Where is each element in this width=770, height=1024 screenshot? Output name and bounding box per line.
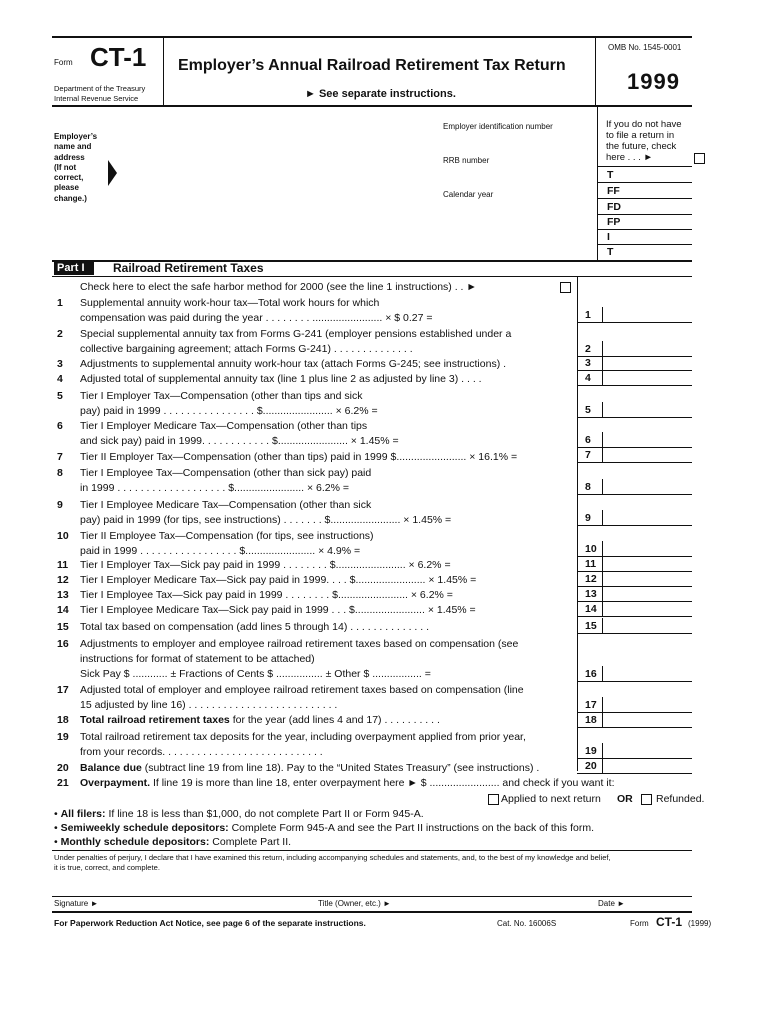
line-19-amount-field[interactable] bbox=[604, 743, 692, 758]
refunded-label: Refunded. bbox=[656, 793, 705, 805]
ein-label: Employer identification number bbox=[443, 122, 553, 131]
footer-form-number: CT-1 bbox=[656, 915, 683, 929]
line-number: 4 bbox=[57, 373, 63, 385]
line-20-box-label: 20 bbox=[585, 760, 597, 772]
line-number: 19 bbox=[57, 731, 69, 743]
line-18-text: Total railroad retirement taxes for the year (add lines 4 and 17) . . . . . . . . . . bbox=[80, 714, 440, 726]
line-number: 14 bbox=[57, 604, 69, 616]
line-16-text: Sick Pay $ ............ ± Fractions of Cents $ ................ ± Other $ ................. = bbox=[80, 668, 431, 680]
line-12-box-label: 12 bbox=[585, 573, 597, 585]
line-number: 1 bbox=[57, 297, 63, 309]
line-number: 12 bbox=[57, 574, 69, 586]
line-number: 5 bbox=[57, 390, 63, 402]
line-5-text: Tier I Employer Tax—Compensation (other than tips and sick bbox=[80, 390, 363, 402]
form-title: Employer’s Annual Railroad Retirement Tax Return bbox=[178, 57, 566, 74]
line-2-amount-field[interactable] bbox=[604, 341, 692, 356]
line-2-text: collective bargaining agreement; attach Forms G-241) . . . . . . . . . . . . . . bbox=[80, 343, 413, 355]
bullet-monthly: • Monthly schedule depositors: Complete Part II. bbox=[54, 836, 292, 848]
line-14-box-label: 14 bbox=[585, 603, 597, 615]
paperwork-notice: For Paperwork Reduction Act Notice, see page 6 of the separate instructions. bbox=[54, 918, 366, 928]
line-10-text: Tier II Employee Tax—Compensation (for tips, see instructions) bbox=[80, 530, 374, 542]
line-1-box-label: 1 bbox=[585, 309, 591, 321]
line-5-text: pay) paid in 1999 . . . . . . . . . . . . . . . . $........................ × 6.2% = bbox=[80, 405, 378, 417]
line-15-amount-field[interactable] bbox=[604, 618, 692, 633]
line-8-text: Tier I Employee Tax—Compensation (other than sick pay) paid bbox=[80, 467, 372, 479]
refunded-checkbox[interactable] bbox=[641, 794, 652, 805]
line-number: 16 bbox=[57, 638, 69, 650]
penalty-statement-2: it is true, correct, and complete. bbox=[54, 863, 160, 872]
line-9-text: Tier I Employee Medicare Tax—Compensation (other than sick bbox=[80, 499, 372, 511]
line-11-box-label: 11 bbox=[585, 558, 597, 570]
line-number: 2 bbox=[57, 328, 63, 340]
catalog-number: Cat. No. 16006S bbox=[497, 919, 557, 928]
applied-next-return-label: Applied to next return bbox=[501, 793, 601, 805]
arrow-right-icon bbox=[108, 160, 117, 186]
or-label: OR bbox=[617, 793, 633, 805]
calendar-year-label: Calendar year bbox=[443, 190, 494, 199]
line-number: 15 bbox=[57, 621, 69, 633]
applied-next-return-checkbox[interactable] bbox=[488, 794, 499, 805]
line-16-text: Adjustments to employer and employee railroad retirement taxes based on compensation (see bbox=[80, 638, 519, 650]
line-16-box-label: 16 bbox=[585, 668, 597, 680]
line-17-text: 15 adjusted by line 16) . . . . . . . . . . . . . . . . . . . . . . . . . . bbox=[80, 699, 338, 711]
line-17-text: Adjusted total of employer and employee railroad retirement taxes based on compensation (line bbox=[80, 684, 524, 696]
line-6-amount-field[interactable] bbox=[604, 432, 692, 447]
line-13-box-label: 13 bbox=[585, 588, 597, 600]
line-number: 7 bbox=[57, 451, 63, 463]
part-title: Railroad Retirement Taxes bbox=[113, 261, 264, 275]
rrb-field[interactable] bbox=[443, 167, 593, 185]
title-label: Title (Owner, etc.) ► bbox=[318, 899, 391, 908]
irs-code-fd: FD bbox=[607, 201, 621, 213]
line-8-box-label: 8 bbox=[585, 481, 591, 493]
footer-year: (1999) bbox=[688, 919, 712, 928]
line-6-text: and sick pay) paid in 1999. . . . . . . . . . . . $........................ × 1.45% = bbox=[80, 435, 399, 447]
line-1-text: Supplemental annuity work-hour tax—Total work hours for which bbox=[80, 297, 380, 309]
line-1-amount-field[interactable] bbox=[604, 307, 692, 322]
irs-code-i: I bbox=[607, 231, 610, 243]
line-3-amount-field[interactable] bbox=[604, 355, 692, 370]
line-number: 13 bbox=[57, 589, 69, 601]
line-number: 21 bbox=[57, 777, 69, 789]
line-19-box-label: 19 bbox=[585, 745, 597, 757]
dept-line-2: Internal Revenue Service bbox=[54, 94, 139, 103]
line-6-text: Tier I Employer Medicare Tax—Compensation (other than tips bbox=[80, 420, 368, 432]
safe-harbor-text: Check here to elect the safe harbor method for 2000 (see the line 1 instructions) . . ► bbox=[80, 281, 477, 293]
line-17-box-label: 17 bbox=[585, 699, 597, 711]
line-19-text: Total railroad retirement tax deposits for the year, including overpayment applied from prior year, bbox=[80, 731, 526, 743]
line-number: 8 bbox=[57, 467, 63, 479]
line-16-text: instructions for format of statement to be attached) bbox=[80, 653, 315, 665]
omb-number: OMB No. 1545-0001 bbox=[608, 43, 682, 52]
form-number: CT-1 bbox=[90, 42, 147, 72]
line-20-amount-field[interactable] bbox=[604, 758, 692, 773]
line-10-text: paid in 1999 . . . . . . . . . . . . . . . . . $........................ × 4.9% = bbox=[80, 545, 361, 557]
line-16-amount-field[interactable] bbox=[604, 666, 692, 681]
line-12-amount-field[interactable] bbox=[604, 571, 692, 586]
date-label: Date ► bbox=[598, 899, 626, 908]
line-number: 20 bbox=[57, 762, 69, 774]
part-badge: Part I bbox=[54, 262, 94, 275]
bullet-semiweekly: • Semiweekly schedule depositors: Complete Form 945-A and see the Part II instructions on the back of this form. bbox=[54, 822, 594, 834]
line-6-box-label: 6 bbox=[585, 434, 591, 446]
line-10-box-label: 10 bbox=[585, 543, 597, 555]
line-number: 11 bbox=[57, 559, 69, 571]
line-5-box-label: 5 bbox=[585, 404, 591, 416]
date-field[interactable] bbox=[598, 873, 692, 895]
signature-label: Signature ► bbox=[54, 899, 99, 908]
line-4-box-label: 4 bbox=[585, 372, 591, 384]
instructions-note: ► See separate instructions. bbox=[305, 88, 456, 100]
line-11-amount-field[interactable] bbox=[604, 556, 692, 571]
line-4-text: Adjusted total of supplemental annuity tax (line 1 plus line 2 as adjusted by line 3) . . . . bbox=[80, 373, 482, 385]
irs-code-t2: T bbox=[607, 246, 614, 258]
dept-line-1: Department of the Treasury bbox=[54, 84, 146, 93]
line-7-text: Tier II Employer Tax—Compensation (other than tips) paid in 1999 $........................ × 16.1% = bbox=[80, 451, 518, 463]
irs-code-ff: FF bbox=[607, 185, 620, 197]
irs-code-t: T bbox=[607, 169, 614, 181]
irs-code-fp: FP bbox=[607, 216, 621, 228]
line-15-box-label: 15 bbox=[585, 620, 597, 632]
line-number: 18 bbox=[57, 714, 69, 726]
line-2-box-label: 2 bbox=[585, 343, 591, 355]
line-1-text: compensation was paid during the year . . . . . . . . ........................ × $ 0.27 = bbox=[80, 312, 433, 324]
line-20-text: Balance due (subtract line 19 from line 18). Pay to the “United States Treasury” (see instructions) . bbox=[80, 762, 540, 774]
ein-field[interactable] bbox=[443, 133, 593, 151]
footer-form-label: Form bbox=[630, 919, 649, 928]
future-filing-checkbox[interactable] bbox=[694, 153, 705, 164]
line-9-amount-field[interactable] bbox=[604, 510, 692, 525]
line-number: 10 bbox=[57, 530, 69, 542]
line-number: 6 bbox=[57, 420, 63, 432]
form-label: Form bbox=[54, 58, 73, 67]
line-15-text: Total tax based on compensation (add lines 5 through 14) . . . . . . . . . . . . . . bbox=[80, 621, 430, 633]
line-17-amount-field[interactable] bbox=[604, 697, 692, 712]
line-5-amount-field[interactable] bbox=[604, 402, 692, 417]
line-14-text: Tier I Employee Medicare Tax—Sick pay paid in 1999 . . . $........................ × 1.45% = bbox=[80, 604, 476, 616]
line-18-box-label: 18 bbox=[585, 714, 597, 726]
line-9-box-label: 9 bbox=[585, 512, 591, 524]
tax-year: 1999 bbox=[627, 69, 680, 94]
line-3-box-label: 3 bbox=[585, 357, 591, 369]
line-number: 17 bbox=[57, 684, 69, 696]
line-4-amount-field[interactable] bbox=[604, 370, 692, 385]
line-13-text: Tier I Employee Tax—Sick pay paid in 1999 . . . . . . . . $........................ × 6.2% = bbox=[80, 589, 453, 601]
line-8-text: in 1999 . . . . . . . . . . . . . . . . . . . $........................ × 6.2% = bbox=[80, 482, 350, 494]
line-11-text: Tier I Employer Tax—Sick pay paid in 1999 . . . . . . . . $........................ × 6.2% = bbox=[80, 559, 451, 571]
line-10-amount-field[interactable] bbox=[604, 541, 692, 556]
employer-name-label: Employer’s name and address (If not correct, please change.) bbox=[54, 132, 98, 203]
penalty-statement-1: Under penalties of perjury, I declare that I have examined this return, including accompanying schedules and statements, and, to the best of my knowledge and belief, bbox=[54, 853, 611, 862]
line-18-amount-field[interactable] bbox=[604, 712, 692, 727]
line-number: 9 bbox=[57, 499, 63, 511]
bullet-all-filers: • All filers: If line 18 is less than $1,000, do not complete Part II or Form 945-A. bbox=[54, 808, 424, 820]
line-3-text: Adjustments to supplemental annuity work-hour tax (attach Forms G-245; see instructions) . bbox=[80, 358, 507, 370]
line-2-text: Special supplemental annuity tax from Forms G-241 (employer pensions established under a bbox=[80, 328, 512, 340]
line-7-amount-field[interactable] bbox=[604, 447, 692, 462]
line-14-amount-field[interactable] bbox=[604, 601, 692, 616]
line-7-box-label: 7 bbox=[585, 449, 591, 461]
line-12-text: Tier I Employer Medicare Tax—Sick pay paid in 1999. . . . $........................ × 1.45% = bbox=[80, 574, 477, 586]
future-filing-note: If you do not have to file a return in the future, check here . . . ► bbox=[606, 119, 682, 163]
line-19-text: from your records. . . . . . . . . . . . . . . . . . . . . . . . . . . . bbox=[80, 746, 323, 758]
line-number: 3 bbox=[57, 358, 63, 370]
signature-field[interactable] bbox=[54, 873, 314, 895]
safe-harbor-checkbox[interactable] bbox=[560, 282, 571, 293]
line-9-text: pay) paid in 1999 (for tips, see instructions) . . . . . . . $........................ × 1.45% = bbox=[80, 514, 452, 526]
line-8-amount-field[interactable] bbox=[604, 479, 692, 494]
calendar-year-field[interactable] bbox=[443, 200, 593, 218]
line-13-amount-field[interactable] bbox=[604, 586, 692, 601]
title-field[interactable] bbox=[318, 873, 578, 895]
rrb-label: RRB number bbox=[443, 156, 490, 165]
line-21-text: Overpayment. If line 19 is more than line 18, enter overpayment here ► $ ........................ and check if you want it: bbox=[80, 777, 615, 789]
